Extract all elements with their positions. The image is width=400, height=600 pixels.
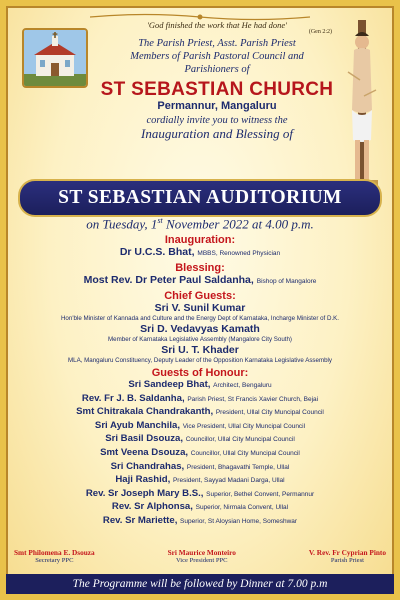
guest-of-honour: Rev. Fr J. B. Saldanha, Parish Priest, St Francis Xavier Church, Bejai xyxy=(81,392,319,404)
inauguration-person: Dr U.C.S. Bhat, MBBS, Renowned Physician xyxy=(119,246,281,258)
guest-of-honour: Sri Basil Dsouza, Councillor, Ullal City Muncipal Council xyxy=(105,433,295,445)
chief-guest-name: Sri V. Sunil Kumar xyxy=(154,302,246,314)
guest-of-honour: Rev. Sr Mariette, Superior, St Aloysian Home, Someshwar xyxy=(102,514,298,526)
guest-of-honour: Sri Sandeep Bhat, Architect, Bengaluru xyxy=(128,379,272,390)
inviters: The Parish Priest, Asst. Parish Priest Members of Parish Pastoral Council and Parishioners of xyxy=(130,38,304,75)
guest-of-honour: Smt Veena Dsouza, Councillor, Ullal City Muncipal Council xyxy=(100,446,300,458)
signatories xyxy=(14,548,386,564)
chief-guest-name: Sri U. T. Khader xyxy=(161,344,239,356)
guest-of-honour: Haji Rashid, President, Sayyad Madani Darga, Ullal xyxy=(115,474,285,486)
guest-of-honour: Rev. Sr Joseph Mary B.S., Superior, Bethel Convent, Permannur xyxy=(85,487,315,499)
programme-details xyxy=(12,232,388,529)
chief-guests-heading: Chief Guests: xyxy=(164,290,236,302)
saint-statue-image xyxy=(338,20,386,198)
invite-line-2: Inauguration and Blessing of xyxy=(140,126,294,141)
chief-guest-name: Sri D. Vedavyas Kamath xyxy=(140,323,260,335)
guests-of-honour-heading: Guests of Honour: xyxy=(151,367,249,379)
church-name: ST SEBASTIAN CHURCH xyxy=(100,79,334,100)
guest-of-honour: Smt Chitrakala Chandrakanth, President, Ullal City Muncipal Council xyxy=(76,406,324,418)
header-block xyxy=(96,20,338,141)
bible-quote-reference: (Gen 2:2) xyxy=(308,29,332,35)
guest-of-honour: Sri Chandrahas, President, Bhagavathi Temple, Ullal xyxy=(110,460,290,472)
signatory: Smt Philomena E. Dsouza Secretary PPC xyxy=(14,548,95,564)
signatory: Sri Maurice Monteiro Vice President PPC xyxy=(167,548,236,564)
event-title: ST SEBASTIAN AUDITORIUM xyxy=(58,187,342,208)
invite-line: cordially invite you to witness the xyxy=(146,115,288,126)
bible-quote: 'God finished the work that He had done' xyxy=(147,20,287,30)
chief-guest-desc: Hon'ble Minister of Kannada and Culture and the Energy Dept of Karnataka, Incharge Minister of D.K. xyxy=(60,315,340,322)
blessing-heading: Blessing: xyxy=(175,262,225,274)
event-title-banner xyxy=(18,179,382,217)
event-date: on Tuesday, 1st November 2022 at 4.00 p.m. xyxy=(86,216,314,232)
church-building-image xyxy=(22,28,88,88)
guest-of-honour: Sri Ayub Manchila, Vice President, Ullal City Muncipal Council xyxy=(94,419,306,431)
signatory: V. Rev. Fr Cyprian Pinto Parish Priest xyxy=(308,548,386,564)
inauguration-heading: Inauguration: xyxy=(164,234,236,246)
footer-text: The Programme will be followed by Dinner at 7.00 p.m xyxy=(72,578,328,590)
chief-guest-desc: MLA, Mangaluru Constituency, Deputy Leader of the Opposition Karnataka Legislative Assembly xyxy=(67,357,333,364)
guest-of-honour: Rev. Sr Alphonsa, Superior, Nirmala Convent, Ullal xyxy=(111,501,289,513)
blessing-person: Most Rev. Dr Peter Paul Saldanha, Bishop of Mangalore xyxy=(83,274,317,286)
footer-banner xyxy=(6,574,394,594)
chief-guest-desc: Member of Karnataka Legislative Assembly (Mangalore City South) xyxy=(108,336,292,343)
church-place: Permannur, Mangaluru xyxy=(157,100,277,112)
